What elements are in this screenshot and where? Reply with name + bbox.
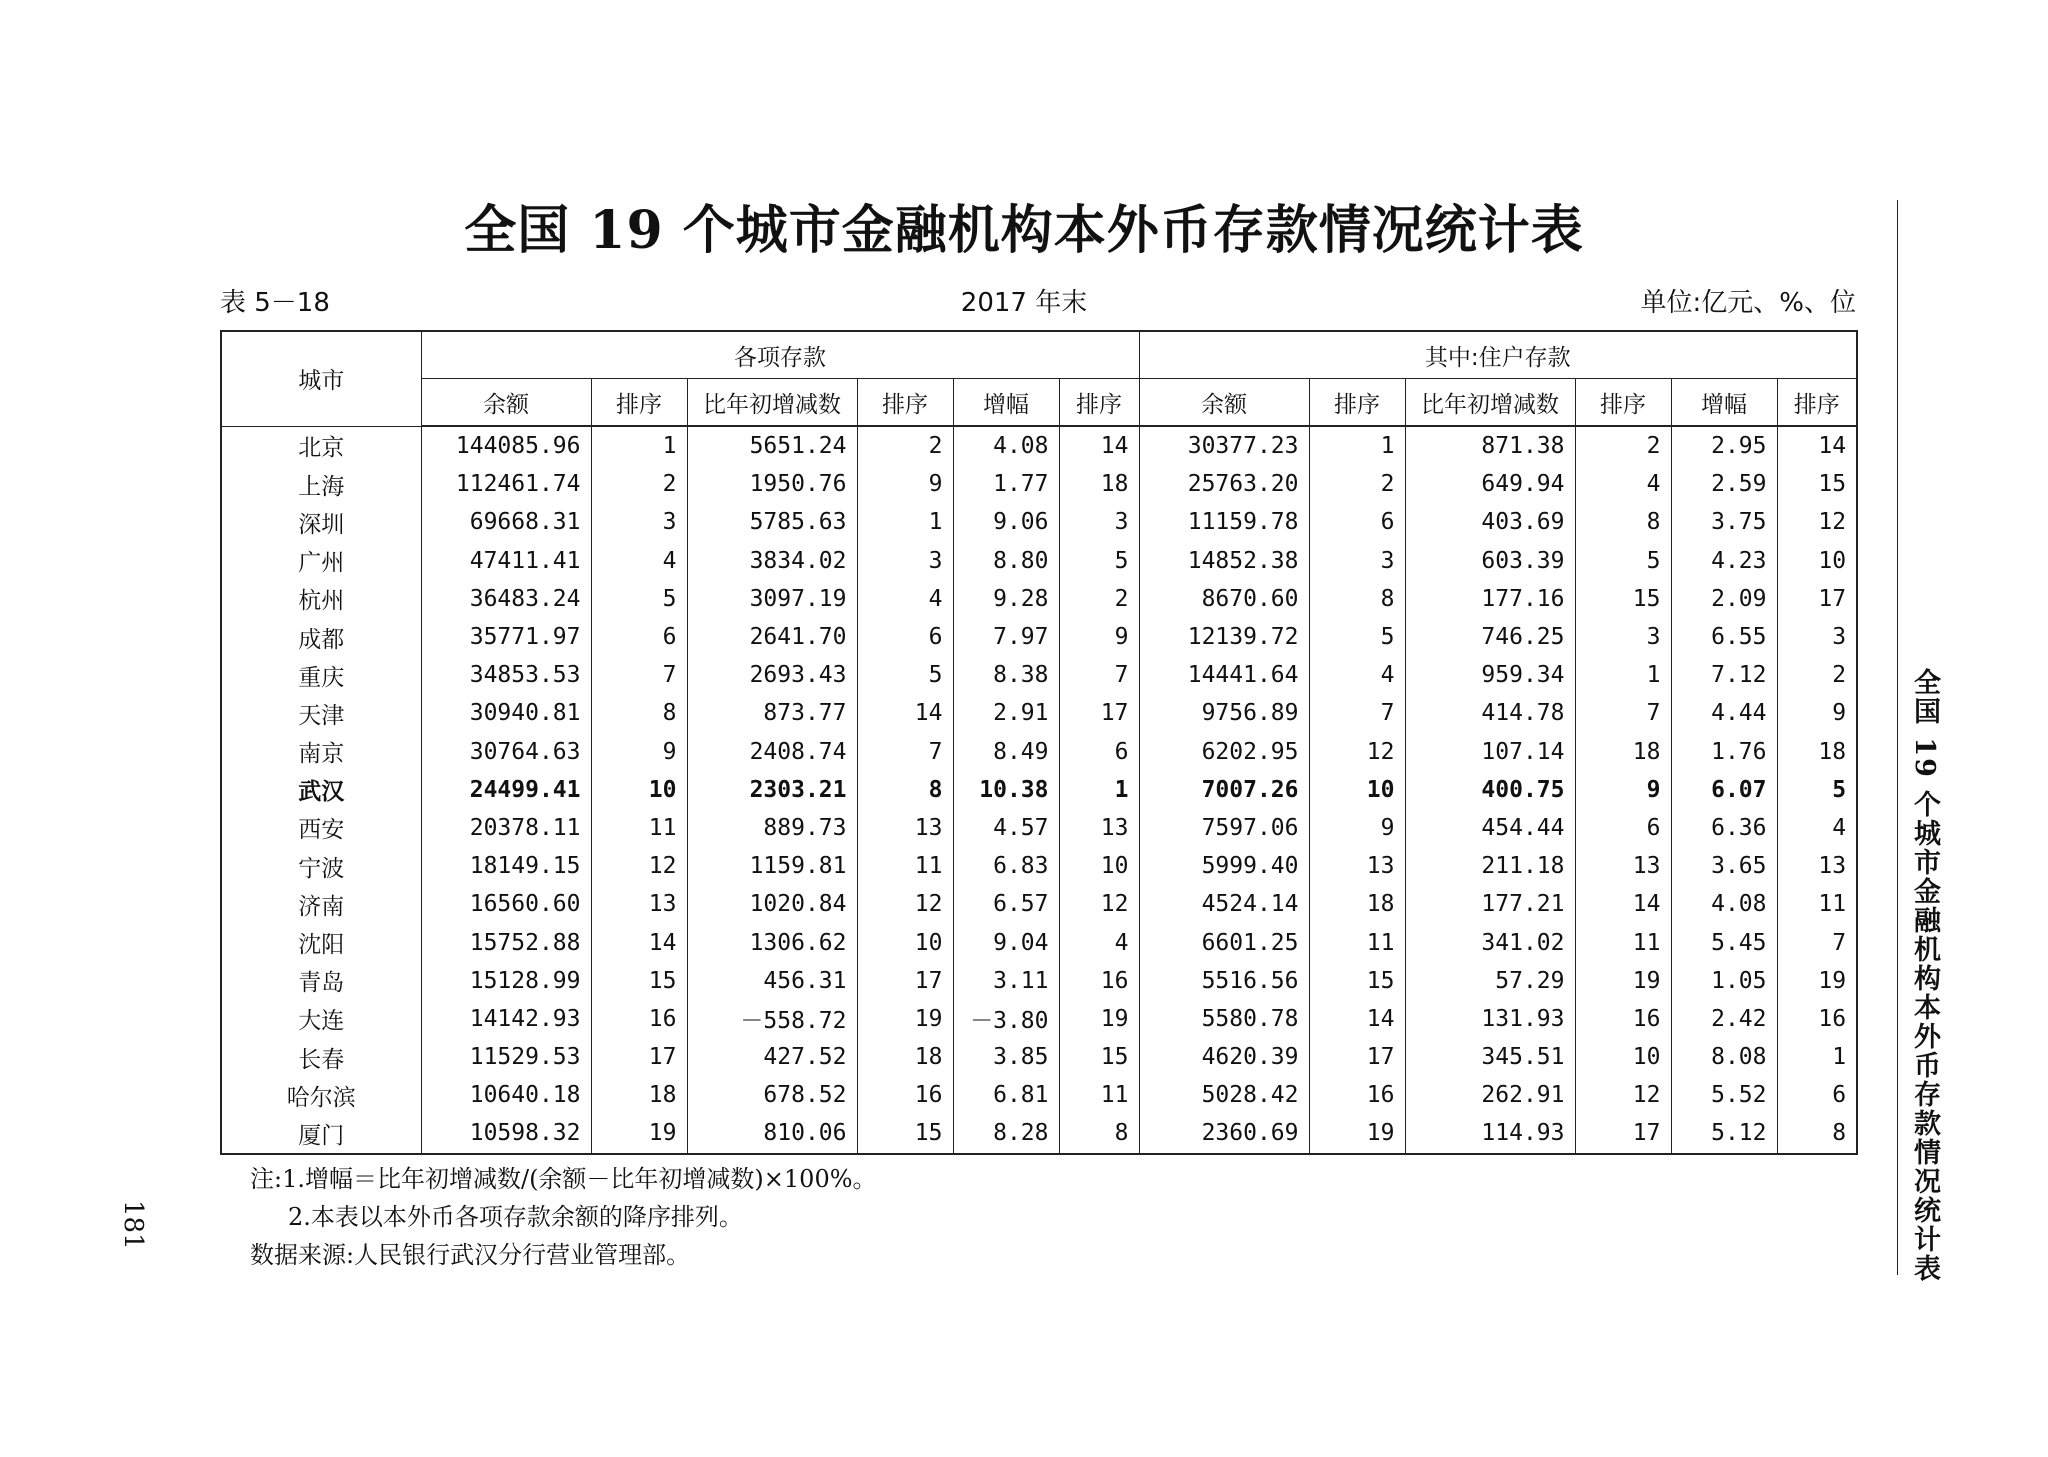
table-row [221, 1000, 1857, 1038]
value-cell: 19 [857, 1000, 953, 1038]
table-row [221, 733, 1857, 771]
value-cell: 2 [857, 426, 953, 465]
notes [250, 1160, 877, 1274]
value-cell: 18 [1575, 733, 1671, 771]
header-balance: 余额 [421, 379, 591, 427]
value-cell: 144085.96 [421, 426, 591, 465]
value-cell: 9 [1575, 771, 1671, 809]
value-cell: 14 [1777, 426, 1857, 465]
unit-label: 单位:亿元、%、位 [1640, 288, 1856, 318]
value-cell: 14 [591, 923, 687, 961]
value-cell: 18 [1777, 733, 1857, 771]
value-cell: 5.12 [1671, 1114, 1777, 1153]
value-cell: 6 [1309, 503, 1405, 541]
value-cell: 3097.19 [687, 580, 857, 618]
value-cell: 400.75 [1405, 771, 1575, 809]
deposit-table [220, 330, 1858, 1155]
value-cell: 454.44 [1405, 809, 1575, 847]
header-rank: 排序 [857, 379, 953, 427]
value-cell: 11159.78 [1139, 503, 1309, 541]
value-cell: 14852.38 [1139, 542, 1309, 580]
value-cell: 959.34 [1405, 656, 1575, 694]
value-cell: 18 [857, 1038, 953, 1076]
city-cell: 北京 [221, 426, 421, 465]
value-cell: 16560.60 [421, 885, 591, 923]
city-cell: 深圳 [221, 503, 421, 541]
value-cell: 9.06 [953, 503, 1059, 541]
value-cell: 12 [591, 847, 687, 885]
value-cell: 8 [1575, 503, 1671, 541]
value-cell: 30377.23 [1139, 426, 1309, 465]
value-cell: 11 [857, 847, 953, 885]
value-cell: 871.38 [1405, 426, 1575, 465]
value-cell: 414.78 [1405, 694, 1575, 732]
value-cell: 16 [1777, 1000, 1857, 1038]
value-cell: －3.80 [953, 1000, 1059, 1038]
value-cell: 17 [591, 1038, 687, 1076]
value-cell: 19 [1777, 962, 1857, 1000]
value-cell: 427.52 [687, 1038, 857, 1076]
value-cell: 18 [1059, 465, 1139, 503]
value-cell: 11 [1059, 1076, 1139, 1114]
table-row [221, 656, 1857, 694]
value-cell: 4 [1575, 465, 1671, 503]
value-cell: 1 [857, 503, 953, 541]
value-cell: 6.55 [1671, 618, 1777, 656]
value-cell: 5 [1575, 542, 1671, 580]
value-cell: 7007.26 [1139, 771, 1309, 809]
value-cell: 1.76 [1671, 733, 1777, 771]
value-cell: 10 [1059, 847, 1139, 885]
header-rank: 排序 [1575, 379, 1671, 427]
value-cell: 1 [1309, 426, 1405, 465]
value-cell: 17 [1777, 580, 1857, 618]
value-cell: 6 [1059, 733, 1139, 771]
value-cell: 17 [1309, 1038, 1405, 1076]
value-cell: 16 [1309, 1076, 1405, 1114]
table-row [221, 1038, 1857, 1076]
value-cell: 4.23 [1671, 542, 1777, 580]
value-cell: 36483.24 [421, 580, 591, 618]
value-cell: 7 [857, 733, 953, 771]
value-cell: 4 [1777, 809, 1857, 847]
value-cell: 9.28 [953, 580, 1059, 618]
header-growth: 增幅 [1671, 379, 1777, 427]
header-rank: 排序 [1777, 379, 1857, 427]
value-cell: 17 [857, 962, 953, 1000]
value-cell: 2303.21 [687, 771, 857, 809]
city-cell: 天津 [221, 694, 421, 732]
city-cell: 南京 [221, 733, 421, 771]
value-cell: 6 [591, 618, 687, 656]
city-cell: 成都 [221, 618, 421, 656]
city-cell: 青岛 [221, 962, 421, 1000]
value-cell: 5 [591, 580, 687, 618]
value-cell: 5 [1777, 771, 1857, 809]
note-source: 数据来源:人民银行武汉分行营业管理部。 [250, 1241, 691, 1269]
value-cell: 5516.56 [1139, 962, 1309, 1000]
value-cell: 12139.72 [1139, 618, 1309, 656]
table-row [221, 618, 1857, 656]
page-title: 全国 19 个城市金融机构本外币存款情况统计表 [464, 200, 1584, 261]
value-cell: 15 [1059, 1038, 1139, 1076]
value-cell: 11 [1575, 923, 1671, 961]
value-cell: 8 [1309, 580, 1405, 618]
value-cell: 112461.74 [421, 465, 591, 503]
value-cell: 57.29 [1405, 962, 1575, 1000]
value-cell: 8 [1059, 1114, 1139, 1153]
value-cell: 8.28 [953, 1114, 1059, 1153]
value-cell: 2408.74 [687, 733, 857, 771]
table-row [221, 885, 1857, 923]
value-cell: 10 [1309, 771, 1405, 809]
value-cell: 2.09 [1671, 580, 1777, 618]
value-cell: 7.97 [953, 618, 1059, 656]
value-cell: 1.05 [1671, 962, 1777, 1000]
city-cell: 厦门 [221, 1114, 421, 1153]
city-cell: 上海 [221, 465, 421, 503]
value-cell: 1 [591, 426, 687, 465]
table-row [221, 580, 1857, 618]
value-cell: 16 [857, 1076, 953, 1114]
value-cell: 13 [1777, 847, 1857, 885]
value-cell: 4.57 [953, 809, 1059, 847]
header-rank: 排序 [591, 379, 687, 427]
city-cell: 哈尔滨 [221, 1076, 421, 1114]
value-cell: 5 [1059, 542, 1139, 580]
table-row [221, 694, 1857, 732]
value-cell: 13 [1309, 847, 1405, 885]
value-cell: 9 [1777, 694, 1857, 732]
header-growth: 增幅 [953, 379, 1059, 427]
value-cell: 211.18 [1405, 847, 1575, 885]
value-cell: 2360.69 [1139, 1114, 1309, 1153]
value-cell: 15 [1777, 465, 1857, 503]
value-cell: 2693.43 [687, 656, 857, 694]
value-cell: 1 [1777, 1038, 1857, 1076]
value-cell: 8 [591, 694, 687, 732]
value-cell: 6.57 [953, 885, 1059, 923]
value-cell: 7 [1777, 923, 1857, 961]
value-cell: 6 [1777, 1076, 1857, 1114]
value-cell: 3 [1777, 618, 1857, 656]
value-cell: 345.51 [1405, 1038, 1575, 1076]
table-row [221, 771, 1857, 809]
value-cell: 10 [1777, 542, 1857, 580]
value-cell: 1020.84 [687, 885, 857, 923]
value-cell: 15 [591, 962, 687, 1000]
value-cell: 14 [857, 694, 953, 732]
value-cell: 8.80 [953, 542, 1059, 580]
value-cell: 1306.62 [687, 923, 857, 961]
value-cell: 19 [1575, 962, 1671, 1000]
value-cell: 4 [591, 542, 687, 580]
table-row [221, 426, 1857, 465]
table-row [221, 1114, 1857, 1153]
city-cell: 杭州 [221, 580, 421, 618]
value-cell: 5999.40 [1139, 847, 1309, 885]
side-divider [1897, 200, 1898, 1275]
value-cell: 177.16 [1405, 580, 1575, 618]
value-cell: 107.14 [1405, 733, 1575, 771]
value-cell: 18149.15 [421, 847, 591, 885]
value-cell: 9756.89 [1139, 694, 1309, 732]
city-cell: 广州 [221, 542, 421, 580]
value-cell: 6202.95 [1139, 733, 1309, 771]
value-cell: 2 [1777, 656, 1857, 694]
value-cell: 8 [857, 771, 953, 809]
value-cell: 13 [1575, 847, 1671, 885]
value-cell: 6.83 [953, 847, 1059, 885]
value-cell: 10 [591, 771, 687, 809]
value-cell: 15 [1309, 962, 1405, 1000]
value-cell: 15 [857, 1114, 953, 1153]
value-cell: 14142.93 [421, 1000, 591, 1038]
value-cell: 25763.20 [1139, 465, 1309, 503]
value-cell: 19 [1059, 1000, 1139, 1038]
value-cell: 746.25 [1405, 618, 1575, 656]
table-row [221, 542, 1857, 580]
value-cell: 3 [1575, 618, 1671, 656]
header-city: 城市 [221, 331, 421, 426]
value-cell: 114.93 [1405, 1114, 1575, 1153]
value-cell: 9 [1059, 618, 1139, 656]
value-cell: 30764.63 [421, 733, 591, 771]
value-cell: 262.91 [1405, 1076, 1575, 1114]
value-cell: 8 [1777, 1114, 1857, 1153]
value-cell: 11529.53 [421, 1038, 591, 1076]
value-cell: 12 [1777, 503, 1857, 541]
value-cell: 2 [1575, 426, 1671, 465]
value-cell: 1 [1059, 771, 1139, 809]
value-cell: 12 [1575, 1076, 1671, 1114]
value-cell: 4 [857, 580, 953, 618]
value-cell: 30940.81 [421, 694, 591, 732]
value-cell: 1 [1575, 656, 1671, 694]
value-cell: 2.59 [1671, 465, 1777, 503]
value-cell: 14 [1575, 885, 1671, 923]
side-running-title: 全国 19 个城市金融机构本外币存款情况统计表 [1909, 668, 1940, 1284]
value-cell: 10 [857, 923, 953, 961]
value-cell: 17 [1059, 694, 1139, 732]
value-cell: 177.21 [1405, 885, 1575, 923]
value-cell: 10598.32 [421, 1114, 591, 1153]
value-cell: 15128.99 [421, 962, 591, 1000]
value-cell: 873.77 [687, 694, 857, 732]
value-cell: 47411.41 [421, 542, 591, 580]
note-formula: 注:1.增幅＝比年初增减数/(余额－比年初增减数)×100%。 [250, 1165, 877, 1193]
value-cell: 131.93 [1405, 1000, 1575, 1038]
header-change: 比年初增减数 [687, 379, 857, 427]
value-cell: 18 [1309, 885, 1405, 923]
value-cell: 9 [591, 733, 687, 771]
value-cell: 341.02 [1405, 923, 1575, 961]
value-cell: 4.08 [953, 426, 1059, 465]
value-cell: 7 [591, 656, 687, 694]
value-cell: 403.69 [1405, 503, 1575, 541]
table-id: 表 5－18 [220, 288, 330, 318]
value-cell: 9.04 [953, 923, 1059, 961]
table-body [221, 426, 1857, 1154]
value-cell: 2.42 [1671, 1000, 1777, 1038]
note-order: 2.本表以本外币各项存款余额的降序排列。 [288, 1203, 743, 1231]
value-cell: 24499.41 [421, 771, 591, 809]
value-cell: 3 [591, 503, 687, 541]
value-cell: 16 [1575, 1000, 1671, 1038]
period: 2017 年末 [960, 288, 1088, 318]
header-group-all: 各项存款 [421, 331, 1139, 379]
value-cell: 13 [1059, 809, 1139, 847]
value-cell: 13 [591, 885, 687, 923]
value-cell: 11 [1309, 923, 1405, 961]
city-cell: 宁波 [221, 847, 421, 885]
value-cell: 3 [1309, 542, 1405, 580]
city-cell: 济南 [221, 885, 421, 923]
value-cell: 11 [591, 809, 687, 847]
value-cell: 5.52 [1671, 1076, 1777, 1114]
value-cell: 5028.42 [1139, 1076, 1309, 1114]
value-cell: 7597.06 [1139, 809, 1309, 847]
value-cell: 9 [1309, 809, 1405, 847]
value-cell: 14 [1309, 1000, 1405, 1038]
value-cell: 15 [1575, 580, 1671, 618]
value-cell: 34853.53 [421, 656, 591, 694]
value-cell: 10640.18 [421, 1076, 591, 1114]
value-cell: 649.94 [1405, 465, 1575, 503]
city-cell: 重庆 [221, 656, 421, 694]
value-cell: 8.38 [953, 656, 1059, 694]
value-cell: 7.12 [1671, 656, 1777, 694]
value-cell: 8.49 [953, 733, 1059, 771]
header-change: 比年初增减数 [1405, 379, 1575, 427]
value-cell: －558.72 [687, 1000, 857, 1038]
value-cell: 4 [1309, 656, 1405, 694]
table-row [221, 809, 1857, 847]
value-cell: 2.95 [1671, 426, 1777, 465]
table-row [221, 923, 1857, 961]
value-cell: 6601.25 [1139, 923, 1309, 961]
value-cell: 2641.70 [687, 618, 857, 656]
value-cell: 6.81 [953, 1076, 1059, 1114]
value-cell: 4 [1059, 923, 1139, 961]
city-cell: 沈阳 [221, 923, 421, 961]
city-cell: 西安 [221, 809, 421, 847]
value-cell: 3.11 [953, 962, 1059, 1000]
value-cell: 8670.60 [1139, 580, 1309, 618]
value-cell: 8.08 [1671, 1038, 1777, 1076]
value-cell: 3.85 [953, 1038, 1059, 1076]
value-cell: 16 [1059, 962, 1139, 1000]
value-cell: 3.75 [1671, 503, 1777, 541]
value-cell: 3 [1059, 503, 1139, 541]
value-cell: 18 [591, 1076, 687, 1114]
header-balance: 余额 [1139, 379, 1309, 427]
table-row [221, 1076, 1857, 1114]
value-cell: 5785.63 [687, 503, 857, 541]
value-cell: 19 [591, 1114, 687, 1153]
value-cell: 3834.02 [687, 542, 857, 580]
table-row [221, 503, 1857, 541]
value-cell: 5651.24 [687, 426, 857, 465]
city-cell: 武汉 [221, 771, 421, 809]
value-cell: 14 [1059, 426, 1139, 465]
value-cell: 12 [1059, 885, 1139, 923]
value-cell: 603.39 [1405, 542, 1575, 580]
value-cell: 15752.88 [421, 923, 591, 961]
value-cell: 19 [1309, 1114, 1405, 1153]
value-cell: 6 [1575, 809, 1671, 847]
value-cell: 12 [857, 885, 953, 923]
value-cell: 7 [1309, 694, 1405, 732]
value-cell: 10.38 [953, 771, 1059, 809]
value-cell: 678.52 [687, 1076, 857, 1114]
value-cell: 16 [591, 1000, 687, 1038]
value-cell: 2 [1059, 580, 1139, 618]
table-row [221, 962, 1857, 1000]
value-cell: 17 [1575, 1114, 1671, 1153]
header-group-household: 其中:住户存款 [1139, 331, 1857, 379]
value-cell: 1159.81 [687, 847, 857, 885]
value-cell: 4.08 [1671, 885, 1777, 923]
value-cell: 5 [857, 656, 953, 694]
value-cell: 6 [857, 618, 953, 656]
value-cell: 1950.76 [687, 465, 857, 503]
value-cell: 69668.31 [421, 503, 591, 541]
value-cell: 9 [857, 465, 953, 503]
value-cell: 456.31 [687, 962, 857, 1000]
value-cell: 2 [591, 465, 687, 503]
value-cell: 4620.39 [1139, 1038, 1309, 1076]
value-cell: 810.06 [687, 1114, 857, 1153]
header-rank: 排序 [1059, 379, 1139, 427]
city-cell: 长春 [221, 1038, 421, 1076]
value-cell: 4.44 [1671, 694, 1777, 732]
value-cell: 7 [1575, 694, 1671, 732]
page-number: 181 [118, 1200, 148, 1250]
header-rank: 排序 [1309, 379, 1405, 427]
value-cell: 20378.11 [421, 809, 591, 847]
value-cell: 5580.78 [1139, 1000, 1309, 1038]
city-cell: 大连 [221, 1000, 421, 1038]
value-cell: 3.65 [1671, 847, 1777, 885]
table-row [221, 847, 1857, 885]
value-cell: 5 [1309, 618, 1405, 656]
value-cell: 889.73 [687, 809, 857, 847]
value-cell: 6.07 [1671, 771, 1777, 809]
value-cell: 5.45 [1671, 923, 1777, 961]
table-row [221, 465, 1857, 503]
value-cell: 11 [1777, 885, 1857, 923]
value-cell: 4524.14 [1139, 885, 1309, 923]
value-cell: 1.77 [953, 465, 1059, 503]
value-cell: 13 [857, 809, 953, 847]
value-cell: 14441.64 [1139, 656, 1309, 694]
value-cell: 10 [1575, 1038, 1671, 1076]
value-cell: 3 [857, 542, 953, 580]
value-cell: 2 [1309, 465, 1405, 503]
value-cell: 2.91 [953, 694, 1059, 732]
value-cell: 7 [1059, 656, 1139, 694]
value-cell: 35771.97 [421, 618, 591, 656]
value-cell: 6.36 [1671, 809, 1777, 847]
value-cell: 12 [1309, 733, 1405, 771]
